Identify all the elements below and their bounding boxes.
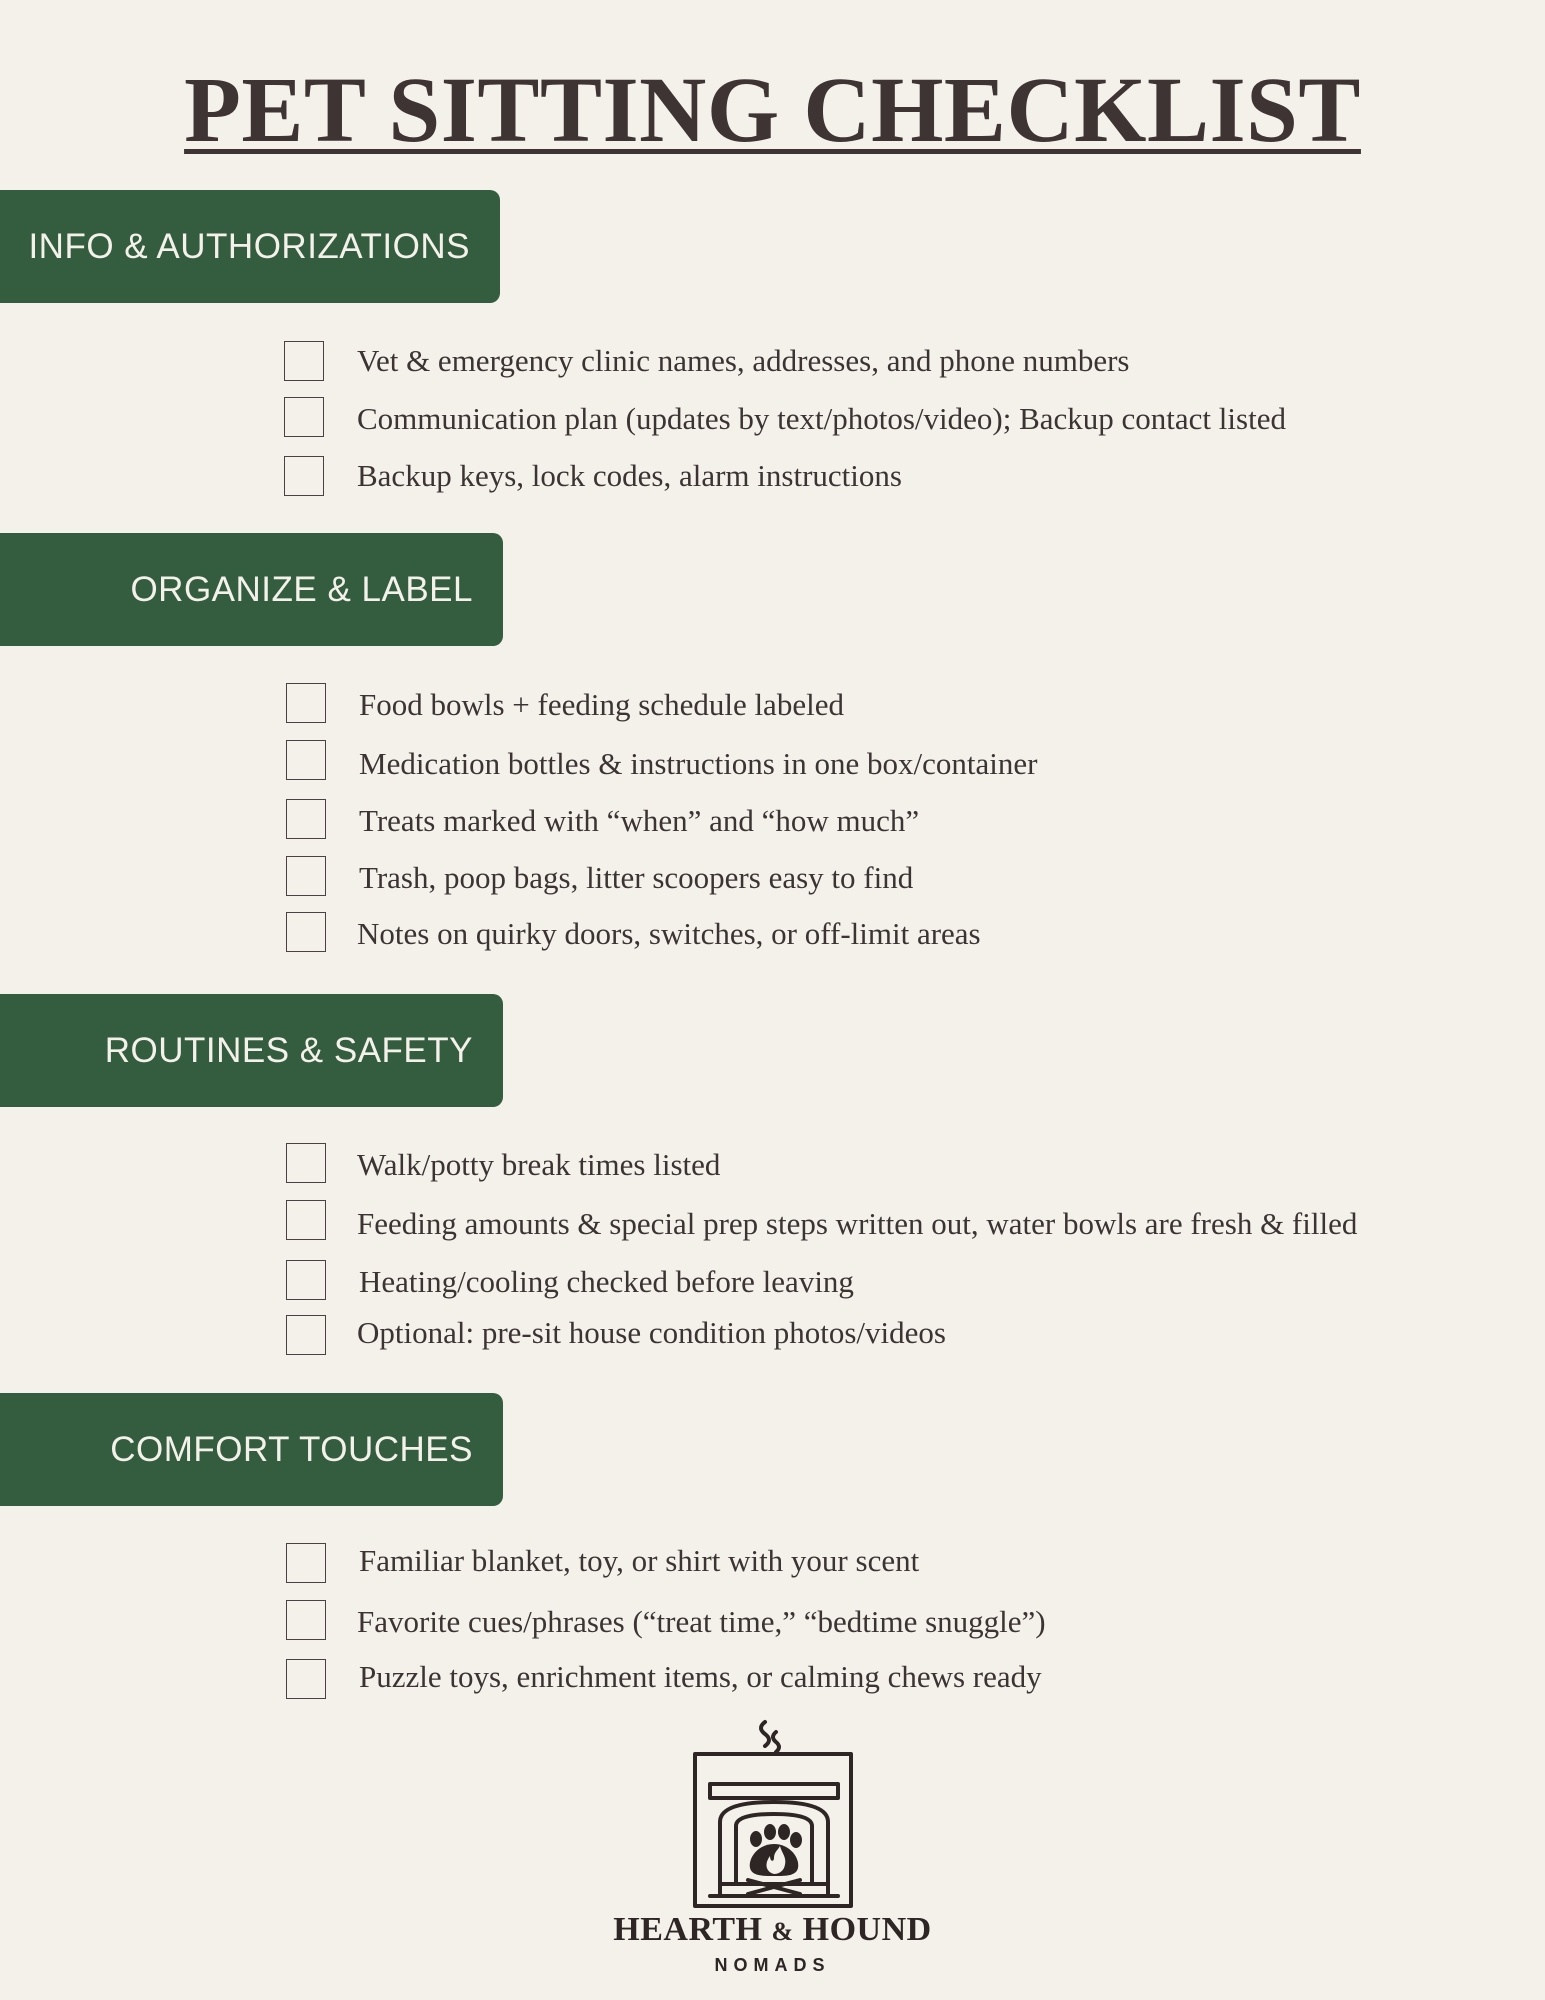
checkbox[interactable] xyxy=(286,683,326,723)
checklist-item-label: Treats marked with “when” and “how much” xyxy=(359,803,920,838)
section-heading-label: INFO & AUTHORIZATIONS xyxy=(28,226,470,266)
checklist-item-label: Puzzle toys, enrichment items, or calming chews ready xyxy=(359,1659,1042,1694)
checkbox[interactable] xyxy=(286,1143,326,1183)
brand-name-ampersand: & xyxy=(771,1917,794,1946)
checklist-item-label: Communication plan (updates by text/photos/video); Backup contact listed xyxy=(357,401,1286,436)
checklist-item xyxy=(0,341,1545,385)
checklist-item-label: Trash, poop bags, litter scoopers easy to find xyxy=(359,860,914,895)
checklist-item xyxy=(0,1600,1545,1644)
section-heading-routines-safety xyxy=(0,994,503,1107)
checkbox[interactable] xyxy=(284,456,324,496)
checklist-item-label: Heating/cooling checked before leaving xyxy=(359,1264,854,1299)
checkbox[interactable] xyxy=(286,1200,326,1240)
checklist-item-label: Notes on quirky doors, switches, or off-limit areas xyxy=(357,916,981,951)
checklist-item-label: Walk/potty break times listed xyxy=(357,1147,721,1182)
section-heading-info-authorizations xyxy=(0,190,500,303)
checklist-item xyxy=(0,856,1545,900)
checklist-item-label: Food bowls + feeding schedule labeled xyxy=(359,687,844,722)
checklist-item xyxy=(0,397,1545,441)
checklist-item xyxy=(0,1315,1545,1359)
checklist-item-label: Favorite cues/phrases (“treat time,” “bedtime snuggle”) xyxy=(357,1604,1046,1639)
checkbox[interactable] xyxy=(286,799,326,839)
section-heading-label: ROUTINES & SAFETY xyxy=(104,1030,473,1070)
checklist-item-label: Backup keys, lock codes, alarm instructions xyxy=(357,458,902,493)
brand-subtitle: NOMADS xyxy=(714,1955,831,1975)
checklist-item-label: Medication bottles & instructions in one box/container xyxy=(359,746,1038,781)
checkbox[interactable] xyxy=(286,1315,326,1355)
checkbox[interactable] xyxy=(286,1600,326,1640)
checklist-item xyxy=(0,1543,1545,1587)
checklist-item xyxy=(0,1260,1545,1304)
brand-name-part1: HEARTH xyxy=(613,1911,763,1948)
page-title-text: PET SITTING CHECKLIST xyxy=(184,59,1361,162)
brand-name-part2: HOUND xyxy=(802,1911,932,1948)
checklist-item-label: Vet & emergency clinic names, addresses, and phone numbers xyxy=(357,343,1130,378)
checkbox[interactable] xyxy=(284,397,324,437)
section-heading-label: COMFORT TOUCHES xyxy=(110,1429,473,1469)
checklist-item-label: Familiar blanket, toy, or shirt with your scent xyxy=(359,1543,920,1578)
checklist-item xyxy=(0,1659,1545,1703)
checkbox[interactable] xyxy=(286,740,326,780)
checklist-item xyxy=(0,740,1545,784)
checkbox[interactable] xyxy=(286,1260,326,1300)
checklist-item xyxy=(0,912,1545,956)
checklist-item xyxy=(0,456,1545,500)
checkbox[interactable] xyxy=(286,1659,326,1699)
section-heading-label: ORGANIZE & LABEL xyxy=(130,569,473,609)
checklist-item xyxy=(0,1143,1545,1187)
brand-name xyxy=(0,1910,1545,1952)
checklist-item-label: Optional: pre-sit house condition photos/videos xyxy=(357,1315,946,1350)
checkbox[interactable] xyxy=(286,856,326,896)
checkbox[interactable] xyxy=(284,341,324,381)
checklist-item xyxy=(0,799,1545,843)
page-title xyxy=(0,56,1545,166)
checkbox[interactable] xyxy=(286,912,326,952)
checklist-item-label: Feeding amounts & special prep steps written out, water bowls are fresh & filled xyxy=(357,1206,1358,1241)
checkbox[interactable] xyxy=(286,1543,326,1583)
checklist-item xyxy=(0,683,1545,727)
checklist-item xyxy=(0,1200,1545,1244)
section-heading-organize-label xyxy=(0,533,503,646)
section-heading-comfort-touches xyxy=(0,1393,503,1506)
